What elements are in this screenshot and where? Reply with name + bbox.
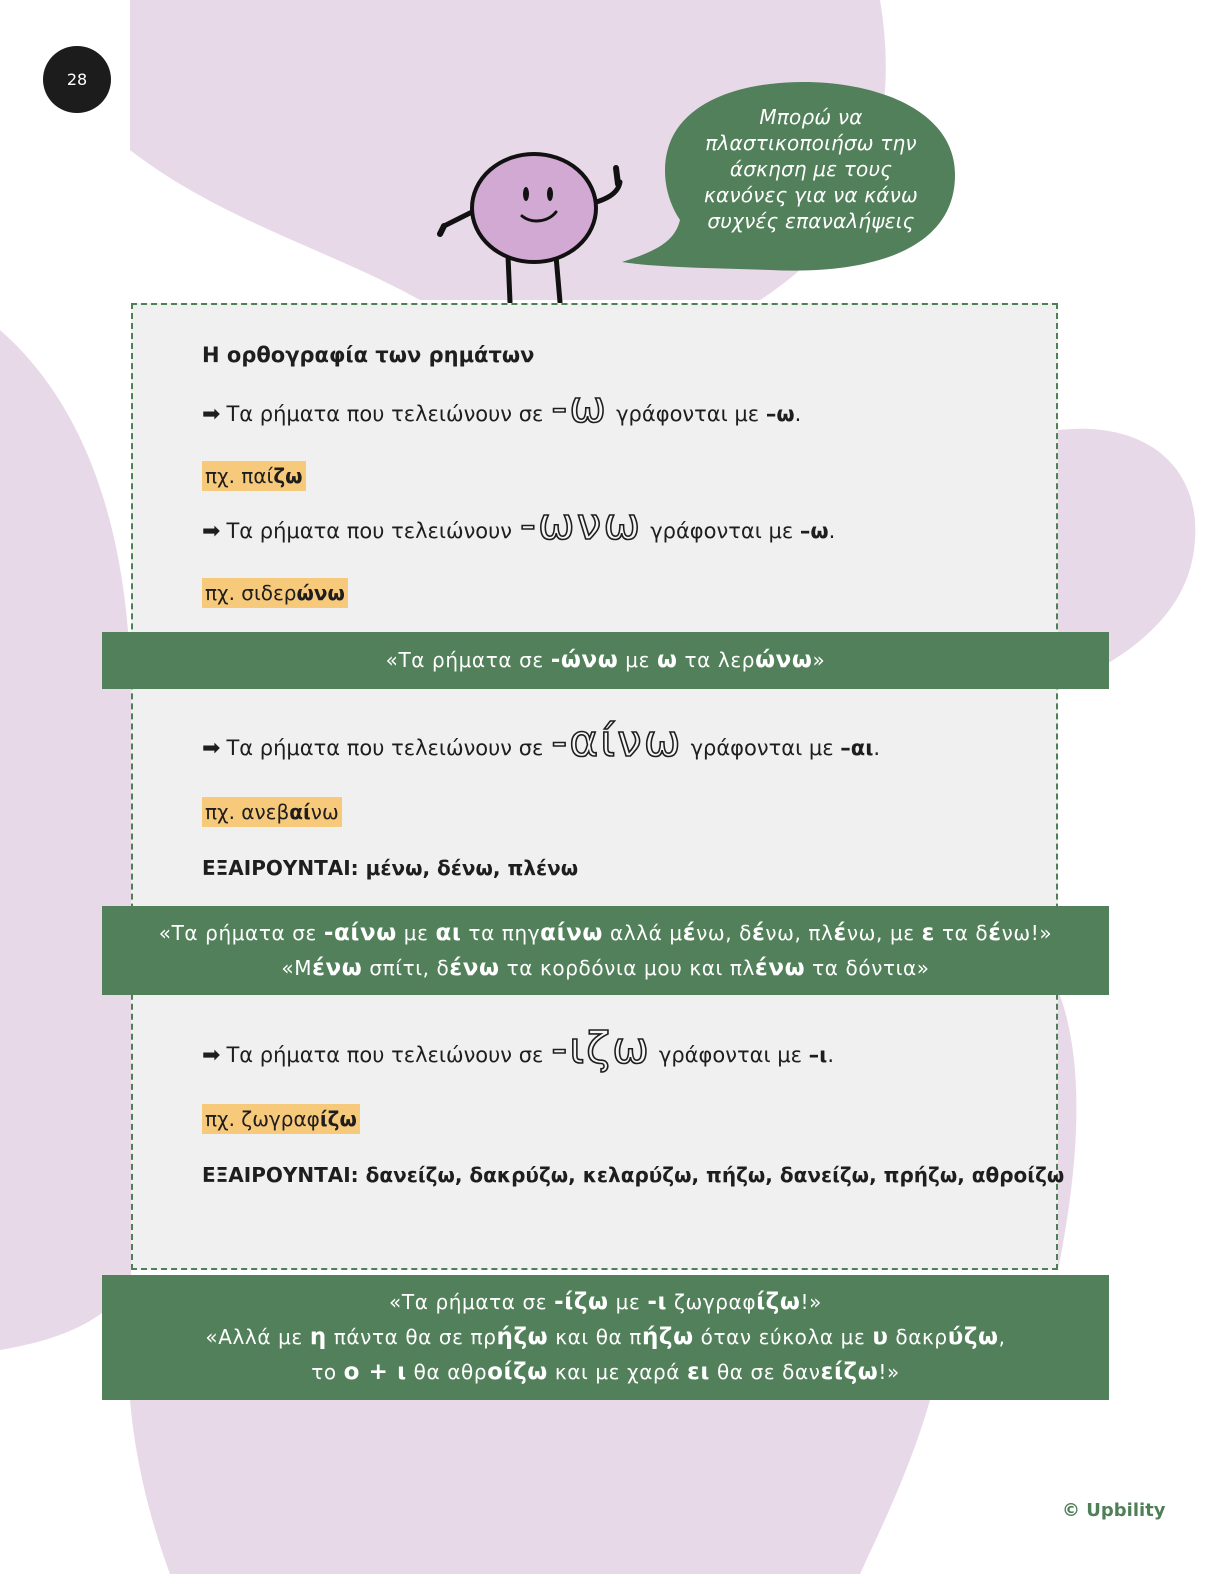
rhyme-band-2-line-1: «Τα ρήματα σε -αίνω με αι τα πηγαίνω αλλά μένω, δένω, πλένω, με ε τα δένω!»	[158, 919, 1053, 946]
rule-4-ending: -ιζω	[551, 1023, 651, 1074]
rule-3: ➡ Τα ρήματα που τελειώνουν σε -αίνω γράφονται με –αι .	[202, 716, 881, 767]
arrow-icon: ➡	[202, 1042, 221, 1068]
rule-1: ➡ Τα ρήματα που τελειώνουν σε -ω γράφονται με –ω .	[202, 382, 802, 433]
rule-4-text: Τα ρήματα που τελειώνουν σε	[226, 1043, 544, 1067]
arrow-icon: ➡	[202, 401, 221, 427]
rule-1-text: Τα ρήματα που τελειώνουν σε	[226, 402, 544, 426]
rule-2-suffix: γράφονται με	[650, 519, 794, 543]
petal-right-lower	[1058, 990, 1076, 1270]
rule-4-suffix: γράφονται με	[658, 1043, 802, 1067]
rule-2-ending: -ωνω	[520, 499, 643, 550]
rule-3-text: Τα ρήματα που τελειώνουν σε	[226, 736, 544, 760]
rhyme-band-3	[102, 1275, 1109, 1400]
rule-4-suffix-bold: –ι	[808, 1043, 828, 1067]
petal-bottom	[130, 1400, 930, 1574]
rule-2: ➡ Τα ρήματα που τελειώνουν -ωνω γράφονται με –ω .	[202, 499, 836, 550]
rule-1-ending: -ω	[551, 382, 609, 433]
rule-1-suffix-bold: –ω	[765, 402, 795, 426]
rule-4: ➡ Τα ρήματα που τελειώνουν σε -ιζω γράφονται με –ι .	[202, 1023, 834, 1074]
rule-3-suffix: γράφονται με	[690, 736, 834, 760]
rule-3-suffix-bold: –αι	[840, 736, 874, 760]
example-1: πχ. παίζω	[202, 461, 306, 491]
page-title: Η ορθογραφία των ρημάτων	[202, 343, 535, 367]
exceptions-1: ΕΞΑΙΡΟΥΝΤΑΙ: μένω, δένω, πλένω	[202, 856, 579, 880]
rule-2-suffix-bold: –ω	[799, 519, 829, 543]
mascot-icon	[436, 150, 636, 310]
arrow-icon: ➡	[202, 518, 221, 544]
example-4: πχ. ζωγραφίζω	[202, 1104, 360, 1134]
rhyme-band-3-line-1: «Τα ρήματα σε -ίζω με -ι ζωγραφίζω!»	[389, 1289, 822, 1315]
example-3: πχ. ανεβαίνω	[202, 797, 342, 827]
rule-1-suffix: γράφονται με	[616, 402, 760, 426]
rhyme-band-2-line-2: «Μένω σπίτι, δένω τα κορδόνια μου και πλένω τα δόντια»	[281, 954, 930, 981]
example-2: πχ. σιδερώνω	[202, 578, 348, 608]
rhyme-band-3-line-3: το ο + ι θα αθροίζω και με χαρά ει θα σε δανείζω!»	[311, 1359, 900, 1385]
petal-left	[0, 330, 131, 1350]
rhyme-band-3-line-2: «Αλλά με η πάντα θα σε πρήζω και θα πήζω όταν εύκολα με υ δακρύζω,	[205, 1324, 1006, 1350]
rhyme-band-2	[102, 906, 1109, 995]
rule-3-ending: -αίνω	[551, 716, 683, 767]
exceptions-2: ΕΞΑΙΡΟΥΝΤΑΙ: δανείζω, δακρύζω, κελαρύζω, πήζω, δανείζω, πρήζω, αθροίζω	[202, 1163, 1065, 1187]
copyright: © Upbility	[1062, 1500, 1166, 1521]
rule-2-text: Τα ρήματα που τελειώνουν	[226, 519, 513, 543]
arrow-icon: ➡	[202, 735, 221, 761]
page-number: 28	[43, 46, 111, 113]
speech-bubble-text: Μπορώ να πλαστικοποιήσω την άσκηση με τους κανόνες για να κάνω συχνές επαναλήψεις	[703, 105, 918, 233]
rhyme-band-1: «Τα ρήματα σε -ώνω με ω τα λερώνω»	[102, 632, 1109, 689]
